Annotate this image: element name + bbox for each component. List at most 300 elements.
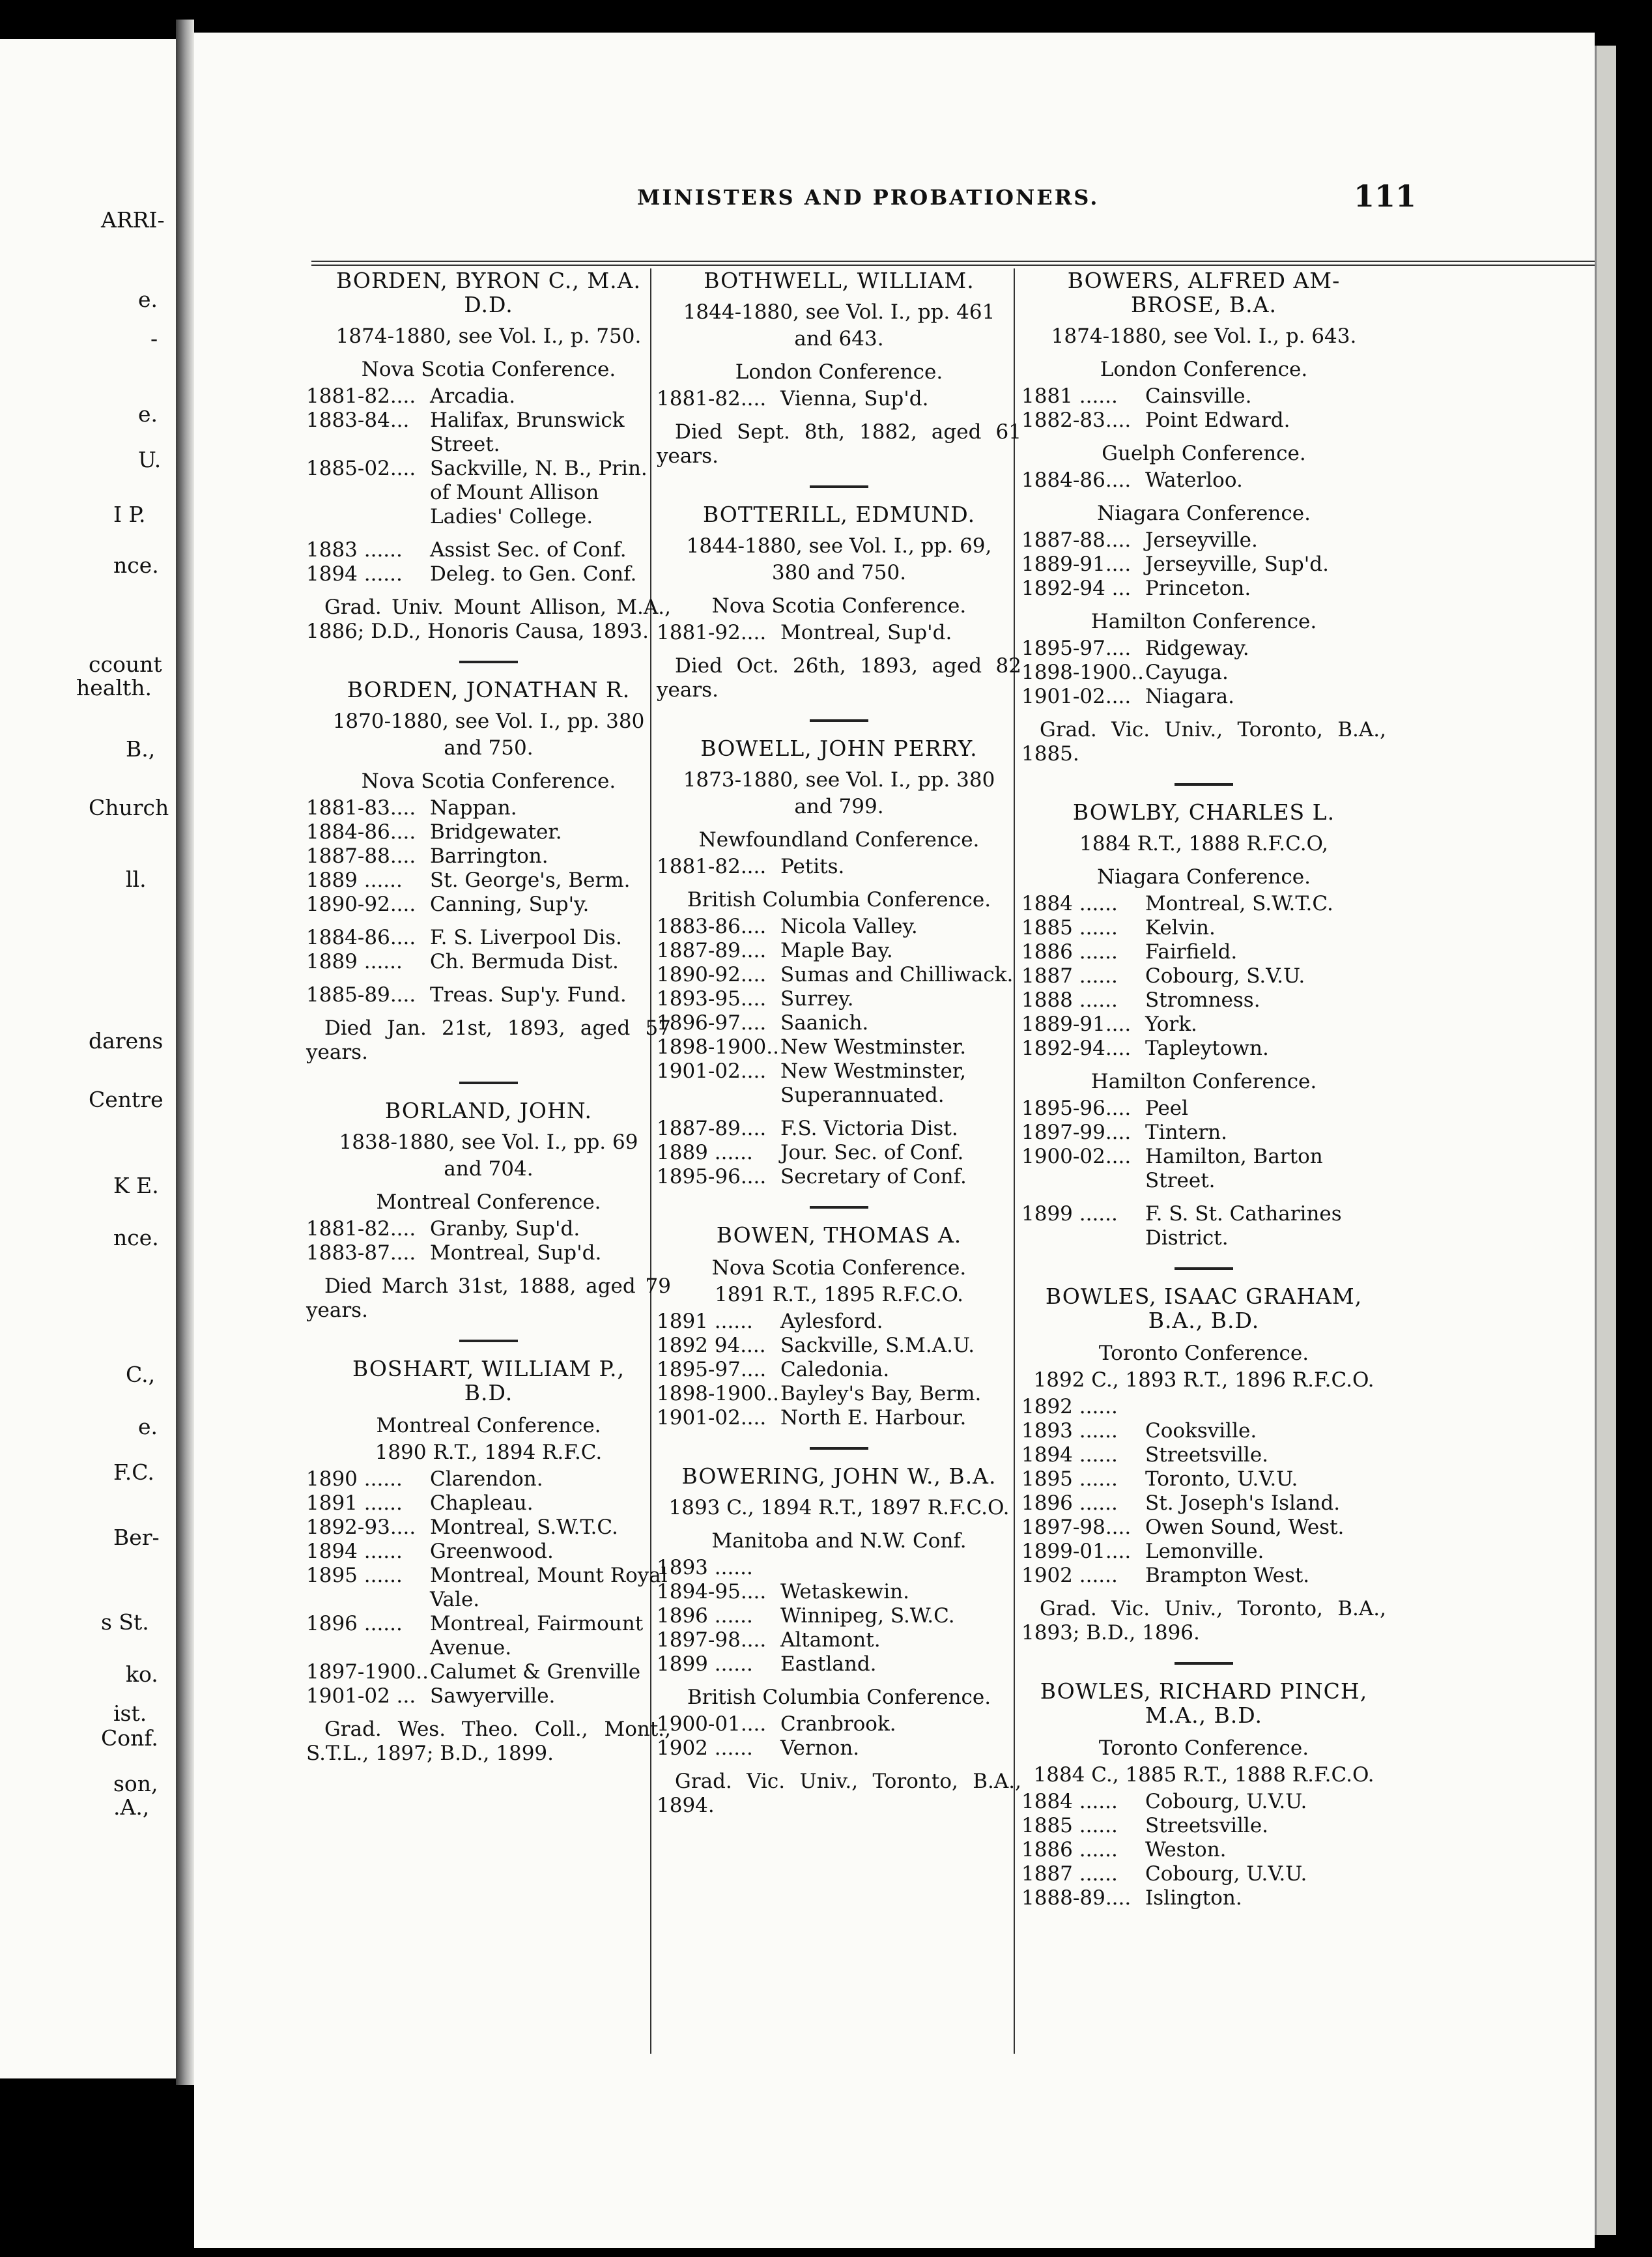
facing-page-fragment: ARRI- bbox=[101, 207, 165, 233]
appointment-place: Kelvin. bbox=[1145, 916, 1216, 940]
appointment-place: St. George's, Berm. bbox=[430, 869, 631, 892]
service-note: 1873-1880, see Vol. I., pp. 380 bbox=[683, 768, 995, 792]
appointment-years: 1889 ...... bbox=[657, 1141, 753, 1164]
appointment-place: Secretary of Conf. bbox=[780, 1165, 967, 1188]
minister-name bbox=[306, 678, 671, 702]
appointment-place: Owen Sound, West. bbox=[1145, 1516, 1345, 1539]
appointment-place: Jerseyville. bbox=[1145, 528, 1258, 552]
appointment-place: Peel bbox=[1145, 1097, 1189, 1120]
appointment-place: North E. Harbour. bbox=[780, 1406, 967, 1430]
appointment-years: 1892 ...... bbox=[1021, 1395, 1118, 1418]
minister-name-line: BOWERING, JOHN W., B.A. bbox=[681, 1463, 997, 1489]
appointment-place: Deleg. to Gen. Conf. bbox=[430, 562, 637, 586]
appointment-years: 1893 ...... bbox=[657, 1556, 753, 1579]
appointment-years: 1884-86.... bbox=[1021, 468, 1132, 492]
appointment-years: 1888-89.... bbox=[1021, 1886, 1132, 1910]
appointment-place: Montreal, Sup'd. bbox=[780, 621, 952, 644]
appointment-place: Halifax, Brunswick Street. bbox=[430, 409, 625, 456]
biographical-note: Grad. Wes. Theo. Coll., Mont., S.T.L., 1897; B.D., 1899. bbox=[306, 1718, 671, 1765]
entry-separator bbox=[1175, 1662, 1233, 1665]
appointment-place: Hamilton, Barton Street. bbox=[1145, 1145, 1323, 1192]
appointment-place: Tapleytown. bbox=[1145, 1037, 1269, 1060]
appointment-years: 1899 ...... bbox=[1021, 1202, 1118, 1226]
appointment-years: 1881-92.... bbox=[657, 621, 767, 644]
appointment-years: 1901-02.... bbox=[1021, 685, 1132, 708]
appointment-place: Cayuga. bbox=[1145, 661, 1229, 684]
appointment-years: 1884-86.... bbox=[306, 820, 416, 844]
appointment-place: Sumas and Chilliwack. bbox=[780, 963, 1014, 986]
appointment-row bbox=[1021, 916, 1386, 940]
appointment-place: Jour. Sec. of Conf. bbox=[780, 1141, 964, 1164]
appointment-group bbox=[1021, 1202, 1386, 1250]
appointment-row bbox=[306, 1516, 671, 1540]
appointment-row bbox=[657, 855, 1021, 879]
appointment-row bbox=[1021, 1540, 1386, 1564]
minister-entry bbox=[657, 1464, 1021, 1818]
appointment-years: 1901-02.... bbox=[657, 1406, 767, 1430]
appointment-place: Cranbrook. bbox=[780, 1712, 896, 1736]
conference-name: Niagara Conference. bbox=[1097, 502, 1311, 525]
appointment-years: 1886 ...... bbox=[1021, 940, 1118, 964]
service-note: 1844-1880, see Vol. I., pp. 69, bbox=[686, 534, 992, 558]
appointment-row bbox=[1021, 1097, 1386, 1121]
minister-entry bbox=[1021, 800, 1386, 1250]
appointment-years: 1881-83.... bbox=[306, 796, 416, 820]
appointment-years: 1882-83.... bbox=[1021, 409, 1132, 432]
appointment-place: Fairfield. bbox=[1145, 940, 1238, 964]
appointment-group bbox=[657, 828, 1021, 879]
facing-page-fragment: I P. bbox=[113, 502, 146, 527]
appointment-years: 1896 ...... bbox=[306, 1612, 403, 1635]
appointment-years: 1896 ...... bbox=[657, 1604, 753, 1628]
minister-entry bbox=[1021, 268, 1386, 766]
appointment-years: 1889-91.... bbox=[1021, 553, 1132, 576]
biographical-note: Grad. Vic. Univ., Toronto, B.A., 1894. bbox=[657, 1770, 1021, 1817]
facing-page-fragment: Church bbox=[89, 795, 169, 820]
appointment-row bbox=[1021, 988, 1386, 1013]
appointment-place: Montreal, Sup'd. bbox=[430, 1241, 602, 1265]
appointment-place: Ch. Bermuda Dist. bbox=[430, 950, 619, 973]
appointment-row bbox=[1021, 892, 1386, 916]
appointment-row bbox=[657, 1165, 1021, 1189]
appointment-row bbox=[1021, 1516, 1386, 1540]
facing-page-fragment: ko. bbox=[126, 1661, 158, 1687]
appointment-row bbox=[1021, 1862, 1386, 1886]
service-note: and 704. bbox=[444, 1157, 534, 1181]
minister-name bbox=[657, 268, 1021, 293]
appointment-years: 1881-82.... bbox=[306, 1217, 416, 1241]
appointment-row bbox=[657, 963, 1021, 987]
minister-name bbox=[306, 1357, 671, 1405]
appointment-row bbox=[657, 939, 1021, 963]
appointment-row bbox=[1021, 528, 1386, 553]
appointment-years: 1891 ...... bbox=[657, 1310, 753, 1333]
facing-page-fragment: C., bbox=[126, 1362, 156, 1387]
service-note: 1838-1880, see Vol. I., pp. 69 bbox=[339, 1130, 638, 1154]
appointment-years: 1901-02 ... bbox=[306, 1684, 416, 1708]
appointment-group bbox=[657, 360, 1021, 411]
appointment-group bbox=[1021, 442, 1386, 493]
appointment-group bbox=[1021, 1070, 1386, 1193]
appointment-years: 1887 ...... bbox=[1021, 964, 1118, 988]
appointment-years: 1887-89.... bbox=[657, 1117, 767, 1140]
appointment-years: 1881 ...... bbox=[1021, 384, 1118, 408]
appointment-row bbox=[657, 987, 1021, 1011]
appointment-years: 1900-02.... bbox=[1021, 1145, 1132, 1168]
appointment-place bbox=[1145, 1395, 1386, 1419]
minister-name bbox=[657, 502, 1021, 526]
appointment-row bbox=[657, 1736, 1021, 1761]
appointment-place: Weston. bbox=[1145, 1838, 1227, 1862]
appointment-place: Toronto, U.V.U. bbox=[1145, 1467, 1298, 1491]
facing-page-fragment: U. bbox=[138, 447, 162, 472]
conference-name: Hamilton Conference. bbox=[1090, 610, 1317, 633]
appointment-group bbox=[306, 358, 671, 529]
service-note: and 799. bbox=[794, 795, 884, 818]
facing-page-fragment: son, bbox=[113, 1771, 158, 1796]
appointment-row bbox=[306, 1612, 671, 1660]
service-note: 1844-1880, see Vol. I., pp. 461 bbox=[683, 300, 995, 324]
appointment-years: 1883-84... bbox=[306, 409, 410, 432]
appointment-row bbox=[1021, 409, 1386, 433]
appointment-years: 1892 94.... bbox=[657, 1334, 766, 1357]
service-note: 1874-1880, see Vol. I., p. 643. bbox=[1051, 324, 1357, 348]
appointment-group bbox=[657, 1686, 1021, 1761]
conference-name: Hamilton Conference. bbox=[1090, 1070, 1317, 1093]
appointment-row bbox=[306, 983, 671, 1007]
appointment-row bbox=[1021, 553, 1386, 577]
ordination-note: 1884 C., 1885 R.T., 1888 R.F.C.O. bbox=[1033, 1763, 1374, 1787]
column-1 bbox=[306, 268, 671, 1783]
appointment-years: 1883-86.... bbox=[657, 915, 767, 938]
service-note: and 643. bbox=[794, 327, 884, 351]
minister-name-line: BOWLES, RICHARD PINCH, bbox=[1040, 1678, 1368, 1704]
appointment-years: 1894-95.... bbox=[657, 1580, 767, 1603]
appointment-row bbox=[657, 1141, 1021, 1165]
appointment-place: Altamont. bbox=[780, 1628, 881, 1652]
appointment-group bbox=[1021, 1736, 1386, 1910]
book-gutter bbox=[176, 20, 194, 2085]
minister-name-line: D.D. bbox=[464, 292, 513, 317]
facing-page-fragment: F.C. bbox=[113, 1459, 154, 1485]
appointment-row bbox=[306, 950, 671, 974]
appointment-row bbox=[657, 1358, 1021, 1382]
appointment-row bbox=[657, 1382, 1021, 1406]
appointment-row bbox=[1021, 685, 1386, 709]
appointment-years: 1896-97.... bbox=[657, 1011, 767, 1035]
facing-page-fragment: e. bbox=[138, 401, 158, 427]
appointment-row bbox=[306, 1660, 671, 1684]
minister-name-line: BORDEN, BYRON C., M.A. bbox=[336, 268, 641, 293]
appointment-row bbox=[306, 1564, 671, 1612]
facing-page-edge bbox=[0, 39, 176, 2078]
minister-name bbox=[657, 1464, 1021, 1488]
appointment-place: Cooksville. bbox=[1145, 1419, 1257, 1443]
appointment-years: 1890-92.... bbox=[657, 963, 767, 986]
appointment-place: Vienna, Sup'd. bbox=[780, 387, 929, 410]
appointment-row bbox=[306, 869, 671, 893]
facing-page-fragment: B., bbox=[126, 736, 156, 762]
appointment-row bbox=[1021, 1202, 1386, 1250]
facing-page-fragment: Conf. bbox=[101, 1725, 158, 1751]
appointment-place: Assist Sec. of Conf. bbox=[430, 538, 627, 562]
appointment-row bbox=[1021, 1443, 1386, 1467]
appointment-row bbox=[657, 915, 1021, 939]
appointment-years: 1895-96.... bbox=[657, 1165, 767, 1188]
conference-name: Toronto Conference. bbox=[1098, 1736, 1309, 1760]
appointment-row bbox=[306, 457, 671, 529]
minister-entry bbox=[657, 268, 1021, 468]
conference-name: Montreal Conference. bbox=[376, 1190, 601, 1214]
appointment-place: Point Edward. bbox=[1145, 409, 1290, 432]
appointment-row bbox=[657, 1334, 1021, 1358]
appointment-row bbox=[306, 1491, 671, 1516]
biographical-note: Died Oct. 26th, 1893, aged 82 years. bbox=[657, 654, 1021, 702]
facing-page-fragment: nce. bbox=[113, 1225, 159, 1250]
appointment-place: Niagara. bbox=[1145, 685, 1235, 708]
service-note: 1893 C., 1894 R.T., 1897 R.F.C.O. bbox=[668, 1496, 1010, 1519]
entry-separator bbox=[810, 1447, 868, 1450]
minister-name bbox=[1021, 800, 1386, 824]
minister-name-line: BOWERS, ALFRED AM- bbox=[1067, 268, 1341, 293]
appointment-place: Sackville, N. B., Prin. of Mount Allison Ladies' College. bbox=[430, 457, 648, 528]
appointment-place: Sackville, S.M.A.U. bbox=[780, 1334, 975, 1357]
biographical-note: Died Sept. 8th, 1882, aged 61 years. bbox=[657, 420, 1021, 468]
facing-page-fragment: s St. bbox=[101, 1609, 149, 1635]
conference-name: Newfoundland Conference. bbox=[698, 828, 980, 852]
facing-page-fragment: - bbox=[150, 326, 158, 351]
appointment-place: Clarendon. bbox=[430, 1467, 543, 1491]
biographical-note: Grad. Vic. Univ., Toronto, B.A., 1885. bbox=[1021, 718, 1386, 766]
running-head: MINISTERS AND PROBATIONERS. bbox=[637, 185, 1100, 210]
appointment-place: Islington. bbox=[1145, 1886, 1242, 1910]
appointment-years: 1897-99.... bbox=[1021, 1121, 1132, 1144]
appointment-group bbox=[306, 983, 671, 1007]
appointment-years: 1894 ...... bbox=[1021, 1443, 1118, 1467]
appointment-years: 1897-1900.. bbox=[306, 1660, 429, 1684]
appointment-place: Vernon. bbox=[780, 1736, 860, 1760]
appointment-place: Stromness. bbox=[1145, 988, 1260, 1012]
entry-separator bbox=[459, 661, 518, 663]
appointment-group bbox=[1021, 610, 1386, 709]
appointment-place: Montreal, S.W.T.C. bbox=[1145, 892, 1333, 915]
appointment-row bbox=[306, 409, 671, 457]
appointment-years: 1887-88.... bbox=[306, 844, 416, 868]
appointment-row bbox=[1021, 1886, 1386, 1910]
appointment-row bbox=[1021, 577, 1386, 601]
appointment-place: Streetsville. bbox=[1145, 1443, 1269, 1467]
appointment-years: 1895-97.... bbox=[657, 1358, 767, 1381]
minister-entry bbox=[306, 1099, 671, 1323]
appointment-years: 1898-1900.. bbox=[657, 1382, 779, 1405]
entry-separator bbox=[1175, 783, 1233, 786]
minister-entry bbox=[306, 268, 671, 644]
minister-name-line: B.A., B.D. bbox=[1148, 1308, 1260, 1333]
page-header bbox=[194, 150, 1595, 228]
page-number: 111 bbox=[1354, 179, 1417, 214]
appointment-group bbox=[1021, 358, 1386, 433]
appointment-row bbox=[1021, 1790, 1386, 1814]
appointment-years: 1895-97.... bbox=[1021, 637, 1132, 660]
appointment-place: Surrey. bbox=[780, 987, 854, 1011]
appointment-place: Brampton West. bbox=[1145, 1564, 1310, 1587]
appointment-row bbox=[1021, 1145, 1386, 1193]
minister-name-line: BOWLBY, CHARLES L. bbox=[1072, 799, 1335, 825]
appointment-place: F. S. Liverpool Dis. bbox=[430, 926, 622, 949]
facing-page-fragment: Ber- bbox=[113, 1525, 160, 1550]
appointment-years: 1899-01.... bbox=[1021, 1540, 1132, 1563]
appointment-years: 1889 ...... bbox=[306, 950, 403, 973]
appointment-years: 1893 ...... bbox=[1021, 1419, 1118, 1443]
facing-page-fragment: .A., bbox=[113, 1794, 150, 1820]
appointment-row bbox=[306, 1684, 671, 1708]
appointment-years: 1896 ...... bbox=[1021, 1491, 1118, 1515]
appointment-years: 1883-87.... bbox=[306, 1241, 416, 1265]
appointment-years: 1885-02.... bbox=[306, 457, 416, 480]
appointment-place: Chapleau. bbox=[430, 1491, 534, 1515]
minister-name-line: BROSE, B.A. bbox=[1131, 292, 1277, 317]
minister-name bbox=[1021, 268, 1386, 317]
appointment-row bbox=[1021, 468, 1386, 493]
appointment-row bbox=[657, 1011, 1021, 1035]
appointment-row bbox=[306, 1241, 671, 1265]
appointment-years: 1902 ...... bbox=[657, 1736, 753, 1760]
appointment-years: 1883 ...... bbox=[306, 538, 403, 562]
facing-page-fragment: ist. bbox=[113, 1701, 147, 1726]
appointment-row bbox=[657, 1628, 1021, 1652]
appointment-place: St. Joseph's Island. bbox=[1145, 1491, 1341, 1515]
appointment-row bbox=[657, 1652, 1021, 1676]
appointment-row bbox=[657, 387, 1021, 411]
appointment-row bbox=[657, 1406, 1021, 1430]
service-note: 1874-1880, see Vol. I., p. 750. bbox=[335, 324, 642, 348]
appointment-years: 1887-89.... bbox=[657, 939, 767, 962]
appointment-row bbox=[306, 796, 671, 820]
appointment-years: 1884 ...... bbox=[1021, 892, 1118, 915]
appointment-place: Maple Bay. bbox=[780, 939, 893, 962]
minister-name-line: BORLAND, JOHN. bbox=[385, 1098, 592, 1123]
appointment-place: York. bbox=[1145, 1013, 1197, 1036]
appointment-place: Saanich. bbox=[780, 1011, 869, 1035]
appointment-row bbox=[306, 1540, 671, 1564]
appointment-years: 1888 ...... bbox=[1021, 988, 1118, 1012]
service-note: 380 and 750. bbox=[771, 561, 907, 584]
conference-name: Niagara Conference. bbox=[1097, 865, 1311, 889]
appointment-row bbox=[306, 926, 671, 950]
service-note: 1870-1880, see Vol. I., pp. 380 bbox=[332, 710, 645, 733]
appointment-place: Calumet & Grenville bbox=[430, 1660, 641, 1684]
minister-name-line: BORDEN, JONATHAN R. bbox=[347, 677, 631, 702]
appointment-years: 1889-91.... bbox=[1021, 1013, 1132, 1036]
appointment-place: Granby, Sup'd. bbox=[430, 1217, 580, 1241]
minister-name bbox=[306, 1099, 671, 1123]
appointment-group bbox=[306, 538, 671, 586]
appointment-row bbox=[306, 384, 671, 409]
appointment-years: 1892-93.... bbox=[306, 1516, 416, 1539]
appointment-row bbox=[1021, 1037, 1386, 1061]
appointment-years: 1898-1900.. bbox=[657, 1035, 779, 1059]
biographical-note: Died March 31st, 1888, aged 79 years. bbox=[306, 1274, 671, 1322]
minister-name-line: B.D. bbox=[464, 1380, 513, 1405]
minister-name-line: BOWEN, THOMAS A. bbox=[716, 1222, 962, 1248]
appointment-years: 1887 ...... bbox=[1021, 1862, 1118, 1886]
conference-name: Montreal Conference. bbox=[376, 1414, 601, 1437]
appointment-place: Jerseyville, Sup'd. bbox=[1145, 553, 1329, 576]
minister-entry bbox=[657, 1223, 1021, 1430]
appointment-row bbox=[657, 1712, 1021, 1736]
facing-page-fragment: K E. bbox=[113, 1173, 159, 1198]
appointment-row bbox=[306, 893, 671, 917]
appointment-years: 1894 ...... bbox=[306, 562, 403, 586]
appointment-row bbox=[657, 1310, 1021, 1334]
appointment-place: New Westminster. bbox=[780, 1035, 967, 1059]
facing-page-fragment: Centre bbox=[89, 1087, 164, 1112]
appointment-place: Tintern. bbox=[1145, 1121, 1227, 1144]
minister-name bbox=[306, 268, 671, 317]
conference-name: Nova Scotia Conference. bbox=[361, 358, 616, 381]
appointment-row bbox=[306, 844, 671, 869]
appointment-row bbox=[1021, 637, 1386, 661]
minister-name bbox=[1021, 1679, 1386, 1727]
minister-name bbox=[1021, 1284, 1386, 1332]
header-rule bbox=[311, 261, 1595, 266]
appointment-place: Cobourg, S.V.U. bbox=[1145, 964, 1305, 988]
appointment-row bbox=[657, 621, 1021, 645]
conference-name: Nova Scotia Conference. bbox=[711, 1256, 967, 1280]
appointment-place: Nicola Valley. bbox=[780, 915, 918, 938]
appointment-group bbox=[306, 926, 671, 974]
appointment-row bbox=[1021, 1467, 1386, 1491]
appointment-row bbox=[657, 1580, 1021, 1604]
appointment-row bbox=[306, 562, 671, 586]
minister-entry bbox=[657, 736, 1021, 1189]
conference-name: Toronto Conference. bbox=[1098, 1342, 1309, 1365]
appointment-place: Wetaskewin. bbox=[780, 1580, 909, 1603]
facing-page-fragment: e. bbox=[138, 287, 158, 312]
appointment-place: New Westminster, Superannuated. bbox=[780, 1059, 967, 1107]
conference-name: London Conference. bbox=[1100, 358, 1308, 381]
appointment-place: Barrington. bbox=[430, 844, 548, 868]
ordination-note: 1890 R.T., 1894 R.F.C. bbox=[375, 1441, 603, 1464]
appointment-years: 1885-89.... bbox=[306, 983, 416, 1007]
book-page bbox=[194, 33, 1595, 2248]
appointment-years: 1899 ...... bbox=[657, 1652, 753, 1676]
entry-separator bbox=[459, 1082, 518, 1084]
appointment-place: Ridgeway. bbox=[1145, 637, 1249, 660]
appointment-place: Montreal, Fairmount Avenue. bbox=[430, 1612, 644, 1660]
service-note: and 750. bbox=[444, 736, 534, 760]
appointment-years: 1900-01.... bbox=[657, 1712, 767, 1736]
appointment-years: 1895 ...... bbox=[306, 1564, 403, 1587]
appointment-group bbox=[1021, 865, 1386, 1061]
appointment-row bbox=[1021, 1491, 1386, 1516]
appointment-place: Cobourg, U.V.U. bbox=[1145, 1790, 1307, 1813]
minister-name-line: M.A., B.D. bbox=[1145, 1703, 1263, 1728]
appointment-row bbox=[306, 1217, 671, 1241]
appointment-place: Petits. bbox=[780, 855, 845, 878]
appointment-row bbox=[1021, 1395, 1386, 1419]
appointment-group bbox=[1021, 502, 1386, 601]
appointment-place: Arcadia. bbox=[430, 384, 516, 408]
appointment-row bbox=[657, 1604, 1021, 1628]
appointment-years: 1891 ...... bbox=[306, 1491, 403, 1515]
appointment-place: Montreal, Mount Royal Vale. bbox=[430, 1564, 668, 1611]
appointment-place: Princeton. bbox=[1145, 577, 1251, 600]
minister-entry bbox=[1021, 1679, 1386, 1910]
facing-page-fragment: health. bbox=[76, 675, 152, 700]
appointment-place: Aylesford. bbox=[780, 1310, 883, 1333]
minister-name-line: BOWELL, JOHN PERRY. bbox=[700, 736, 978, 761]
